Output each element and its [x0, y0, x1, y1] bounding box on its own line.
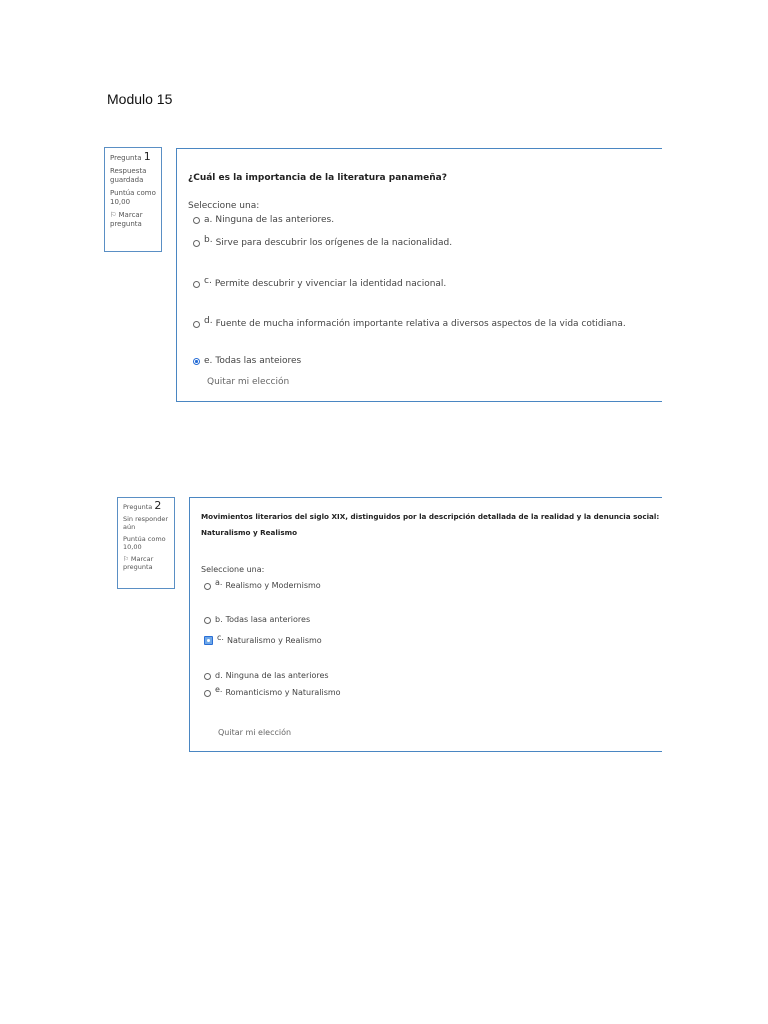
- option-text: Permite descubrir y vivenciar la identidad nacional.: [214, 279, 447, 289]
- option-d[interactable]: [204, 671, 329, 680]
- flag-icon: ⚐: [110, 211, 117, 219]
- radio-button[interactable]: [204, 673, 211, 680]
- option-letter: c.: [204, 276, 212, 286]
- select-one-label: Seleccione una:: [201, 565, 265, 574]
- radio-button[interactable]: [204, 583, 211, 590]
- radio-button[interactable]: [193, 217, 200, 224]
- option-d[interactable]: [193, 316, 626, 329]
- option-a[interactable]: [204, 578, 321, 590]
- option-letter: a.: [204, 215, 213, 225]
- question-status: Respuesta guardada: [110, 167, 147, 184]
- clear-choice-link[interactable]: Quitar mi elección: [218, 728, 292, 737]
- option-letter: c.: [217, 633, 224, 642]
- option-text: Todas las anteiores: [215, 356, 302, 366]
- option-text: Naturalismo y Realismo: [226, 636, 322, 645]
- radio-button[interactable]: [193, 321, 200, 328]
- option-text: Fuente de mucha información importante relativa a diversos aspectos de la vida cotidiana.: [215, 319, 626, 329]
- option-text: Ninguna de las anteriores: [225, 671, 329, 680]
- option-letter: d.: [204, 316, 213, 326]
- page-title: Modulo 15: [107, 91, 173, 107]
- option-text: Realismo y Modernismo: [225, 581, 321, 590]
- question-status: Sin responder aún: [123, 515, 169, 531]
- radio-button[interactable]: [193, 240, 200, 247]
- option-letter: b.: [204, 235, 213, 245]
- radio-button[interactable]: [204, 690, 211, 697]
- question-label: Pregunta: [123, 503, 153, 511]
- clear-choice-link[interactable]: Quitar mi elección: [207, 377, 290, 387]
- option-text: Sirve para descubrir los orígenes de la nacionalidad.: [215, 238, 453, 248]
- question-text-line-2: Naturalismo y Realismo: [201, 528, 298, 537]
- flag-icon: ⚐: [123, 555, 129, 563]
- question-score: Puntúa como 10,00: [110, 189, 156, 206]
- option-b[interactable]: [204, 615, 310, 624]
- flag-question-label: Marcar pregunta: [123, 555, 154, 571]
- question-number: 1: [143, 150, 151, 163]
- option-c[interactable]: [204, 633, 322, 645]
- question-text-line-1: Movimientos literarios del siglo XIX, distinguidos por la descripción detallada de la realidad y la denuncia social:: [201, 512, 660, 521]
- option-text: Romanticismo y Naturalismo: [225, 688, 341, 697]
- radio-button[interactable]: [204, 617, 211, 624]
- question-label: Pregunta: [110, 154, 142, 162]
- question-number: 2: [154, 499, 162, 512]
- question-2-info: [117, 497, 175, 589]
- option-e[interactable]: [193, 356, 301, 366]
- option-letter: b.: [215, 615, 223, 624]
- option-a[interactable]: [193, 215, 334, 225]
- option-letter: e.: [204, 356, 213, 366]
- flag-question-link[interactable]: [110, 211, 156, 229]
- option-letter: a.: [215, 578, 223, 587]
- option-letter: e.: [215, 685, 223, 694]
- flag-question-label: Marcar pregunta: [110, 211, 143, 228]
- option-text: Ninguna de las anteriores.: [215, 215, 335, 225]
- option-e[interactable]: [204, 685, 341, 697]
- option-c[interactable]: [193, 276, 447, 289]
- flag-question-link[interactable]: [123, 555, 169, 571]
- question-score: Puntúa como 10,00: [123, 535, 166, 551]
- option-text: Todas lasa anteriores: [225, 615, 311, 624]
- question-1-info: [104, 147, 162, 252]
- question-2-card: [189, 497, 662, 752]
- option-b[interactable]: [193, 235, 453, 248]
- radio-button-selected[interactable]: [204, 636, 213, 645]
- question-1-card: [176, 148, 662, 402]
- select-one-label: Seleccione una:: [188, 201, 260, 211]
- radio-button[interactable]: [193, 281, 200, 288]
- question-text: ¿Cuál es la importancia de la literatura panameña?: [188, 173, 447, 183]
- radio-button-selected[interactable]: [193, 358, 200, 365]
- option-letter: d.: [215, 671, 223, 680]
